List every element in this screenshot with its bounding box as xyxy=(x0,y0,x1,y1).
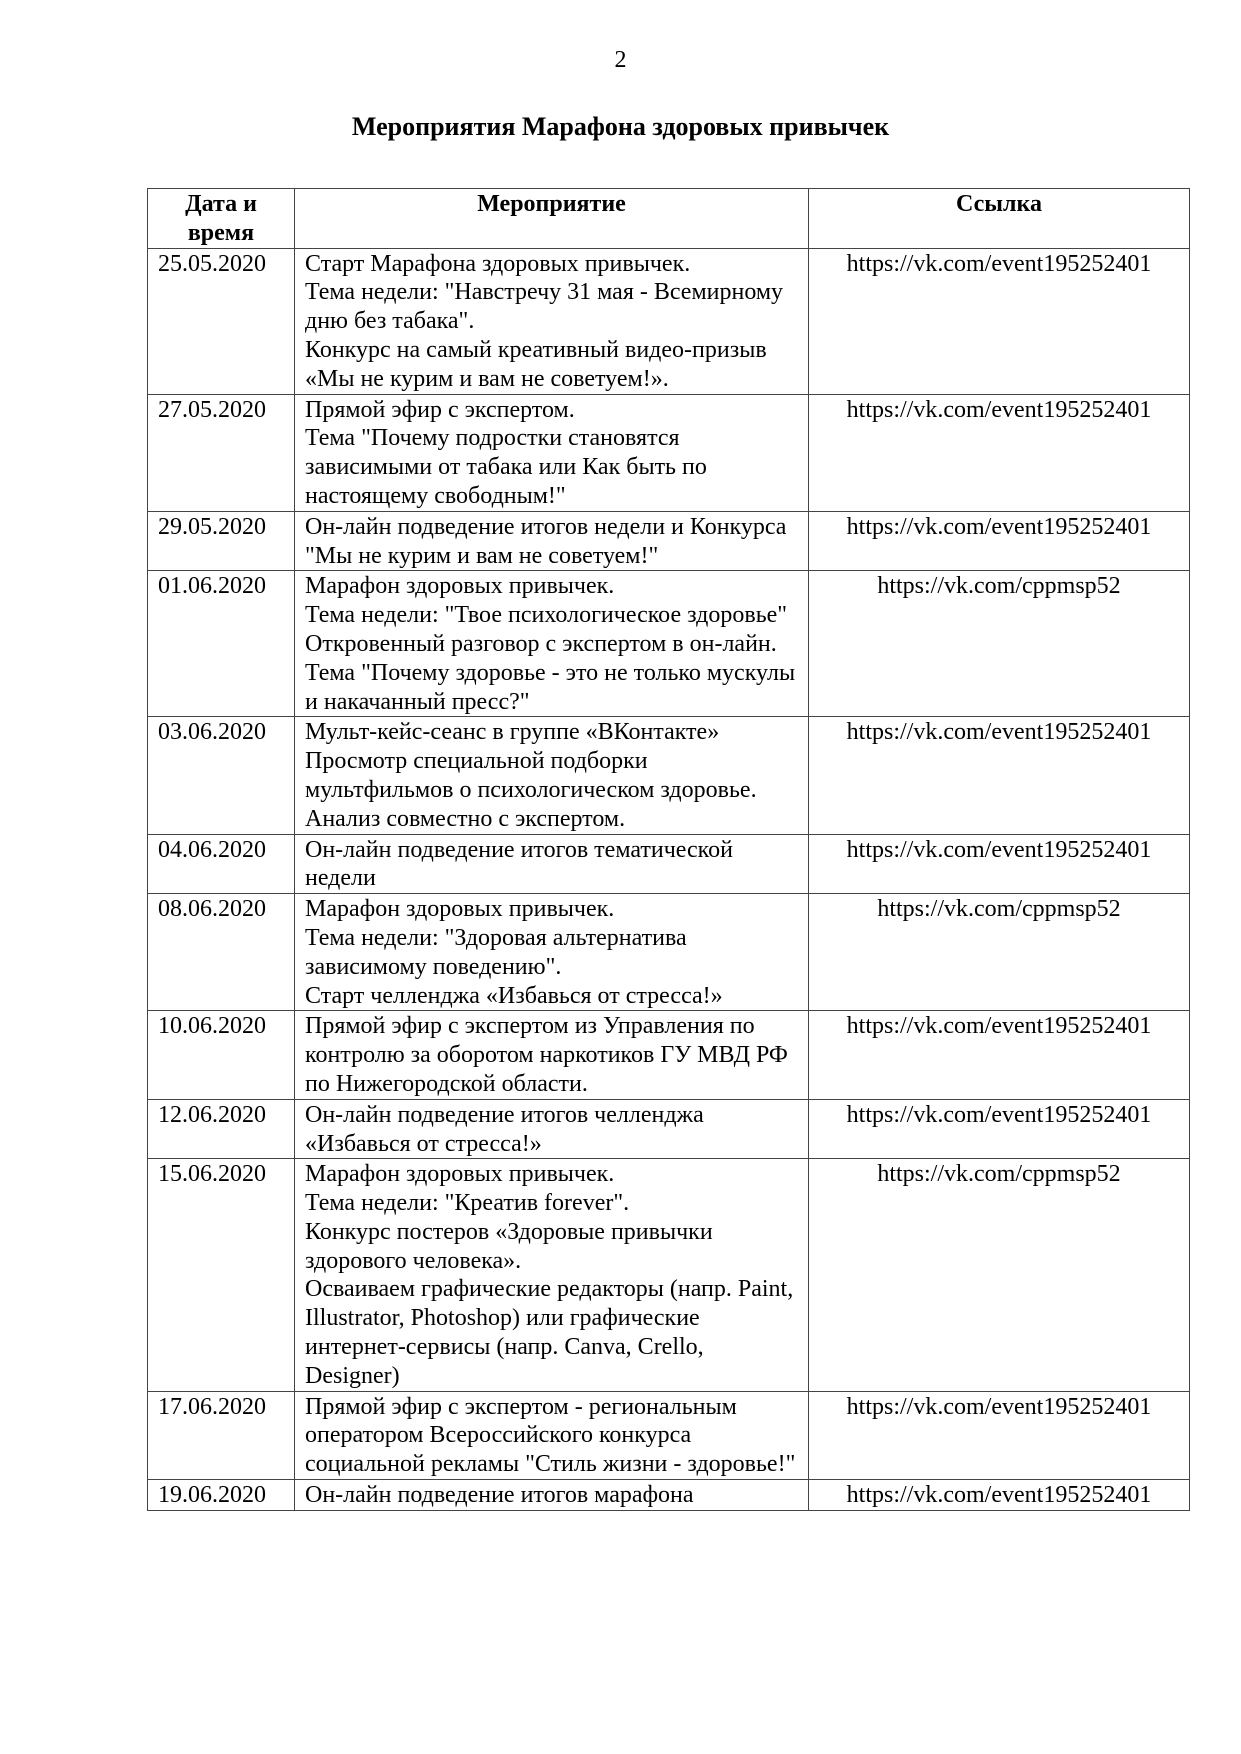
event-date: 10.06.2020 xyxy=(148,1011,295,1099)
event-link: https://vk.com/event195252401 xyxy=(809,1099,1190,1159)
table-row xyxy=(148,1159,1190,1391)
event-link: https://vk.com/cppmsp52 xyxy=(809,1159,1190,1391)
event-line: Тема "Почему подростки становятся зависимыми от табака или Как быть по настоящему свободным!" xyxy=(305,425,707,509)
table-body xyxy=(148,248,1190,1510)
event-link: https://vk.com/event195252401 xyxy=(809,394,1190,511)
event-line: Старт Марафона здоровых привычек. xyxy=(305,250,691,277)
event-line: Тема недели: "Здоровая альтернатива зависимому поведению". xyxy=(305,924,687,980)
table-row xyxy=(148,511,1190,571)
header-event: Мероприятие xyxy=(295,189,809,249)
event-line: Конкурс на самый креативный видео-призыв «Мы не курим и вам не советуем!». xyxy=(305,336,767,392)
event-link: https://vk.com/event195252401 xyxy=(809,834,1190,894)
header-date: Дата и время xyxy=(148,189,295,249)
event-line: Мульт-кейс-сеанс в группе «ВКонтакте» xyxy=(305,719,720,746)
event-description xyxy=(295,1099,809,1159)
page-number: 2 xyxy=(614,47,627,73)
event-line: Конкурс постеров «Здоровые привычки здорового человека». xyxy=(305,1218,713,1274)
event-date: 04.06.2020 xyxy=(148,834,295,894)
event-date: 03.06.2020 xyxy=(148,717,295,834)
header-link: Ссылка xyxy=(809,189,1190,249)
event-description xyxy=(295,717,809,834)
event-line: Осваиваем графические редакторы (напр. Paint, Illustrator, Photoshop) или графические интернет-сервисы (напр. Canva, Crello, Designer) xyxy=(305,1276,794,1389)
event-line: Прямой эфир с экспертом - региональным оператором Всероссийского конкурса социальной рекламы "Стиль жизни - здоровье!" xyxy=(305,1393,796,1478)
event-line: Марафон здоровых привычек. xyxy=(305,1161,615,1188)
event-description xyxy=(295,248,809,394)
event-line: Он-лайн подведение итогов марафона xyxy=(305,1482,694,1509)
event-date: 15.06.2020 xyxy=(148,1159,295,1391)
event-description xyxy=(295,894,809,1011)
event-description xyxy=(295,511,809,571)
event-line: Прямой эфир с экспертом. xyxy=(305,396,575,423)
event-link: https://vk.com/event195252401 xyxy=(809,1391,1190,1479)
event-link: https://vk.com/cppmsp52 xyxy=(809,894,1190,1011)
table-row xyxy=(148,394,1190,511)
event-line: Просмотр специальной подборки мультфильмов о психологическом здоровье. xyxy=(305,748,757,803)
event-description xyxy=(295,1480,809,1511)
event-description xyxy=(295,394,809,511)
events-table xyxy=(147,188,1190,1511)
event-line: Анализ совместно с экспертом. xyxy=(305,805,626,832)
page-title: Мероприятия Марафона здоровых привычек xyxy=(351,112,890,141)
event-description xyxy=(295,1011,809,1099)
event-date: 12.06.2020 xyxy=(148,1099,295,1159)
event-date: 08.06.2020 xyxy=(148,894,295,1011)
event-link: https://vk.com/event195252401 xyxy=(809,248,1190,394)
event-date: 29.05.2020 xyxy=(148,511,295,571)
table-header-row xyxy=(148,189,1190,249)
table-row xyxy=(148,894,1190,1011)
table-row xyxy=(148,834,1190,894)
event-line: Тема "Почему здоровье - это не только мускулы и накачанный пресс?" xyxy=(305,659,796,715)
event-line: Он-лайн подведение итогов челленджа «Избавься от стресса!» xyxy=(305,1101,704,1157)
table-row xyxy=(148,571,1190,717)
table-row xyxy=(148,1099,1190,1159)
event-link: https://vk.com/event195252401 xyxy=(809,511,1190,571)
event-description xyxy=(295,1159,809,1391)
event-line: Тема недели: "Навстречу 31 мая - Всемирному дню без табака". xyxy=(305,279,784,335)
event-date: 27.05.2020 xyxy=(148,394,295,511)
event-date: 25.05.2020 xyxy=(148,248,295,394)
event-link: https://vk.com/event195252401 xyxy=(809,717,1190,834)
table-row xyxy=(148,1391,1190,1479)
event-line: Марафон здоровых привычек. xyxy=(305,896,615,923)
event-date: 19.06.2020 xyxy=(148,1480,295,1511)
event-link: https://vk.com/event195252401 xyxy=(809,1480,1190,1511)
event-line: Тема недели: "Твое психологическое здоровье" xyxy=(305,602,788,629)
event-date: 17.06.2020 xyxy=(148,1391,295,1479)
event-date: 01.06.2020 xyxy=(148,571,295,717)
event-line: Откровенный разговор с экспертом в он-лайн. xyxy=(305,630,777,657)
event-description xyxy=(295,1391,809,1479)
event-link: https://vk.com/event195252401 xyxy=(809,1011,1190,1099)
event-line: Он-лайн подведение итогов тематической недели xyxy=(305,836,733,892)
table-row xyxy=(148,717,1190,834)
table-row xyxy=(148,1480,1190,1511)
event-link: https://vk.com/cppmsp52 xyxy=(809,571,1190,717)
event-line: Марафон здоровых привычек. xyxy=(305,573,615,600)
event-line: Старт челленджа «Избавься от стресса!» xyxy=(305,982,723,1009)
event-line: Он-лайн подведение итогов недели и Конкурса "Мы не курим и вам не советуем!" xyxy=(305,513,787,569)
event-description xyxy=(295,571,809,717)
event-line: Прямой эфир с экспертом из Управления по контролю за оборотом наркотиков ГУ МВД РФ по Нижегородской области. xyxy=(305,1013,788,1097)
table-row xyxy=(148,248,1190,394)
event-description xyxy=(295,834,809,894)
event-line: Тема недели: "Креатив forever". xyxy=(305,1190,630,1217)
table-row xyxy=(148,1011,1190,1099)
